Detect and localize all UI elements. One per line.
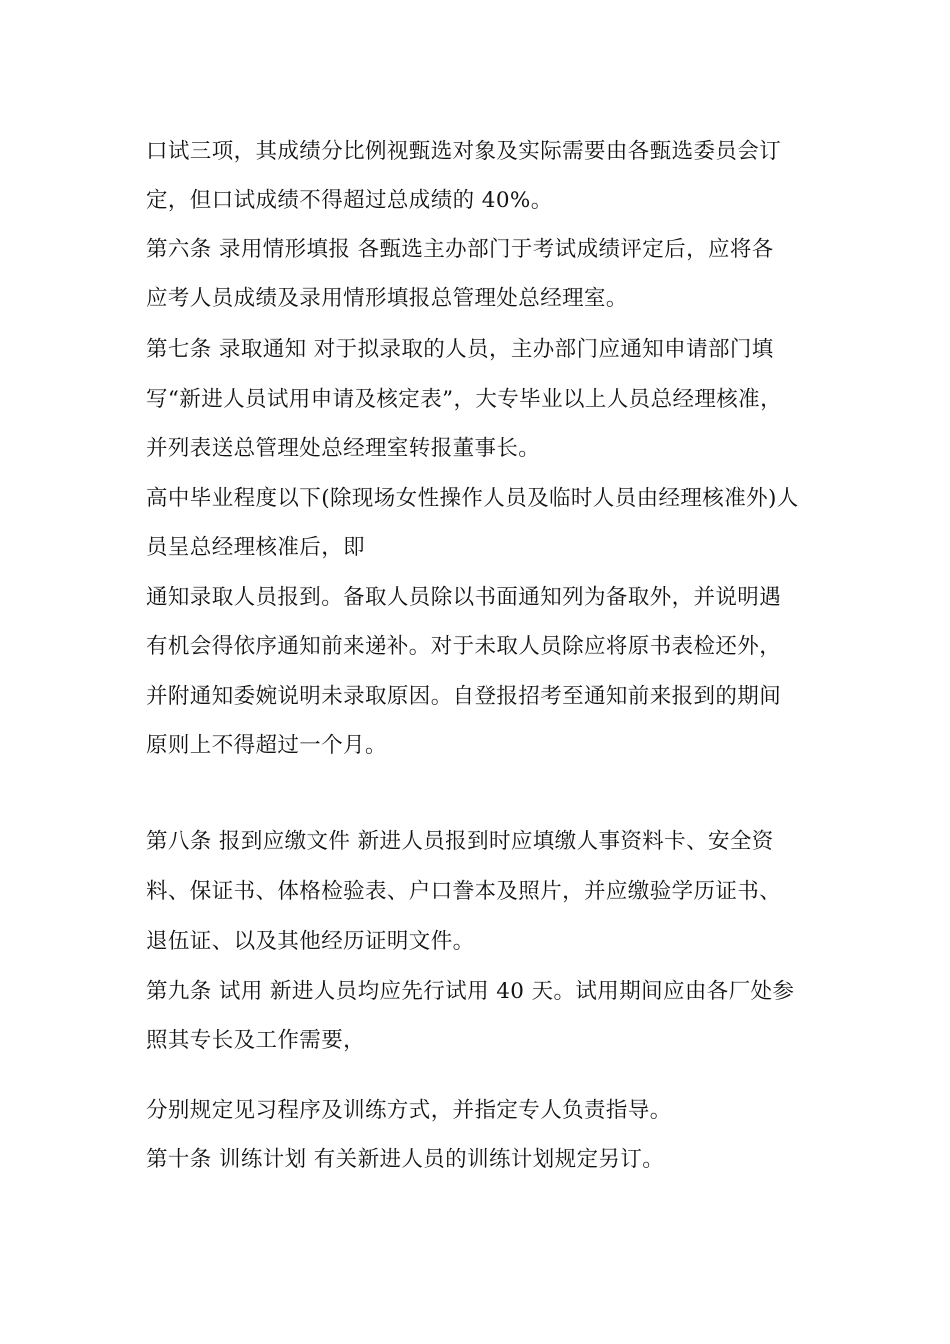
text-line-2: 定，但口试成绩不得超过总成绩的 40%。	[146, 188, 553, 213]
text-line-1: 口试三项，其成绩分比例视甄选对象及实际需要由各甄选委员会订	[146, 139, 782, 164]
text-line-20: 第十条 训练计划 有关新进人员的训练计划规定另订。	[146, 1147, 665, 1172]
text-line-9: 员呈总经理核准后，即	[146, 535, 366, 560]
text-line-6: 写“新进人员试用申请及核定表”，大专毕业以上人员总经理核准，	[146, 387, 782, 412]
text-line-4: 应考人员成绩及录用情形填报总管理处总经理室。	[146, 286, 628, 311]
text-line-14: 第八条 报到应缴文件 新进人员报到时应填缴人事资料卡、安全资	[146, 829, 774, 854]
text-line-15: 料、保证书、体格检验表、户口誊本及照片，并应缴验学历证书、	[146, 879, 782, 904]
text-line-8: 高中毕业程度以下(除现场女性操作人员及临时人员由经理核准外)人	[146, 486, 799, 511]
text-line-19: 分别规定见习程序及训练方式，并指定专人负责指导。	[146, 1098, 672, 1123]
text-line-13: 原则上不得超过一个月。	[146, 733, 387, 758]
text-line-7: 并列表送总管理处总经理室转报董事长。	[146, 436, 541, 461]
text-line-16: 退伍证、以及其他经历证明文件。	[146, 929, 475, 954]
text-line-3: 第六条 录用情形填报 各甄选主办部门于考试成绩评定后，应将各	[146, 237, 774, 262]
text-line-18: 照其专长及工作需要，	[146, 1028, 366, 1053]
text-line-12: 并附通知委婉说明未录取原因。自登报招考至通知前来报到的期间	[146, 684, 782, 709]
text-line-17: 第九条 试用 新进人员均应先行试用 40 天。试用期间应由各厂处参	[146, 979, 795, 1004]
text-line-11: 有机会得依序通知前来递补。对于未取人员除应将原书表检还外，	[146, 634, 782, 659]
text-line-10: 通知录取人员报到。备取人员除以书面通知列为备取外，并说明遇	[146, 585, 782, 610]
text-line-5: 第七条 录取通知 对于拟录取的人员，主办部门应通知申请部门填	[146, 337, 774, 362]
